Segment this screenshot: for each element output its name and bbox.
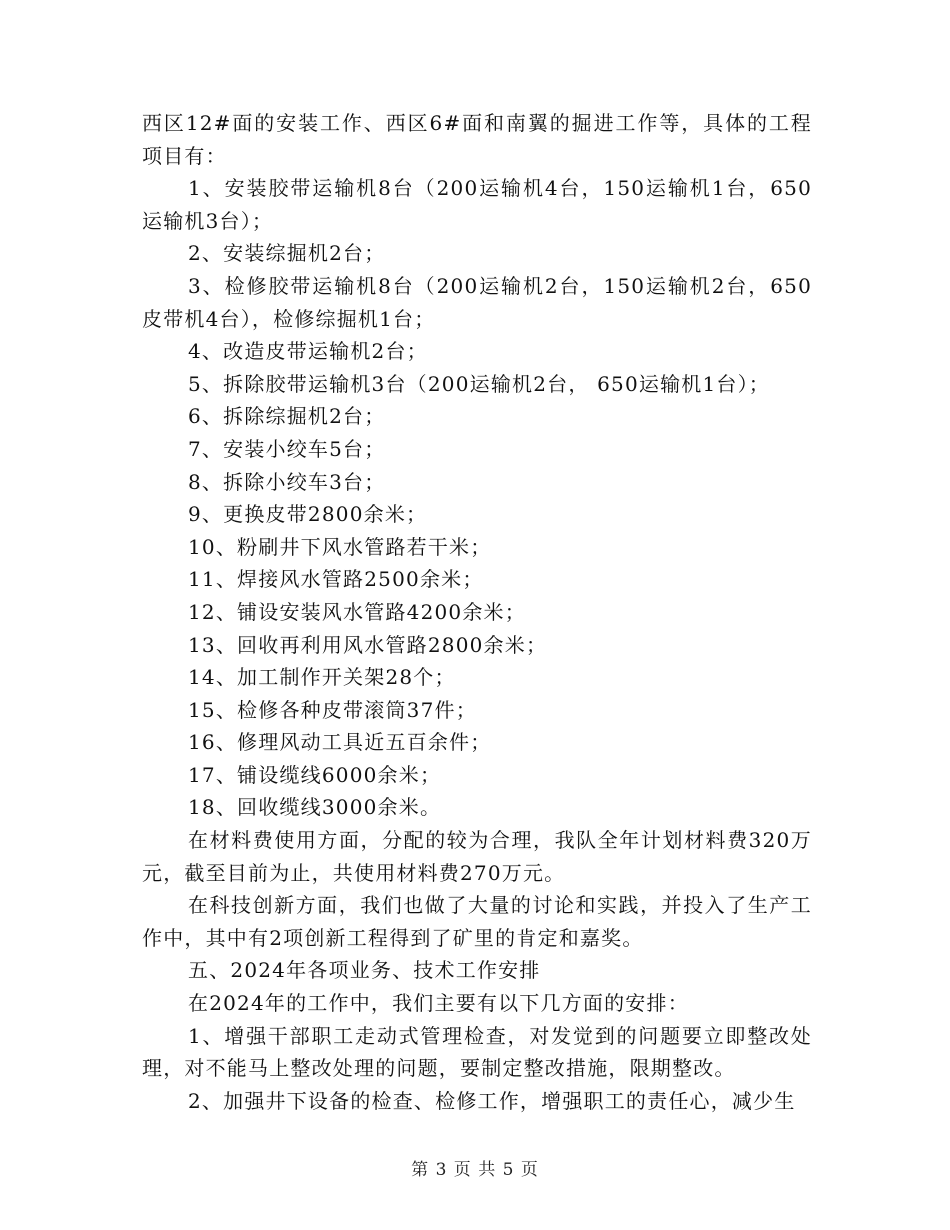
plan-item: 1、增强干部职工走动式管理检查，对发觉到的问题要立即整改处理，对不能马上整改处理的问题，要制定整改措施，限期整改。 xyxy=(142,1023,812,1081)
list-item: 15、检修各种皮带滚筒37件； xyxy=(188,697,477,722)
list-item: 1、安装胶带运输机8台（200运输机4台，150运输机1台，650运输机3台）； xyxy=(142,176,812,233)
list-item: 4、改造皮带运输机2台； xyxy=(188,339,428,364)
list-item: 16、修理风动工具近五百余件； xyxy=(188,730,492,755)
list-item: 17、铺设缆线6000余米； xyxy=(188,762,442,787)
list-item: 18、回收缆线3000余米。 xyxy=(188,795,442,820)
list-item: 3、检修胶带运输机8台（200运输机2台，150运输机2台，650皮带机4台），检修综掘机1台； xyxy=(142,273,812,331)
list-item: 6、拆除综掘机2台； xyxy=(188,404,386,429)
list-item: 2、安装综掘机2台； xyxy=(188,241,386,266)
list-item: 14、加工制作开关架28个； xyxy=(188,665,456,690)
list-item: 13、回收再利用风水管路2800余米； xyxy=(188,632,548,657)
list-item: 10、粉刷井下风水管路若干米； xyxy=(188,534,492,559)
paragraph-materials: 在材料费使用方面，分配的较为合理，我队全年计划材料费320万元，截至目前为止，共使用材料费270万元。 xyxy=(142,828,812,885)
list-item: 9、更换皮带2800余米； xyxy=(188,502,428,527)
list-item: 12、铺设安装风水管路4200余米； xyxy=(188,599,526,624)
document-body xyxy=(142,107,812,1117)
section-heading: 五、2024年各项业务、技术工作安排 xyxy=(188,958,541,983)
paragraph-innovation: 在科技创新方面，我们也做了大量的讨论和实践，并投入了生产工作中，其中有2项创新工程得到了矿里的肯定和嘉奖。 xyxy=(142,893,812,950)
paragraph-continuation: 西区12#面的安装工作、西区6#面和南翼的掘进工作等，具体的工程项目有： xyxy=(142,111,812,168)
list-item: 7、安装小绞车5台； xyxy=(188,436,386,461)
plan-item: 2、加强井下设备的检查、检修工作，增强职工的责任心，减少生 xyxy=(188,1088,796,1113)
paragraph-intro: 在2024年的工作中，我们主要有以下几方面的安排： xyxy=(188,991,689,1016)
page-number-footer: 第 3 页 共 5 页 xyxy=(411,1160,539,1180)
list-item: 5、拆除胶带运输机3台（200运输机2台， 650运输机1台）； xyxy=(188,371,771,396)
list-item: 8、拆除小绞车3台； xyxy=(188,469,386,494)
list-item: 11、焊接风水管路2500余米； xyxy=(188,567,484,592)
